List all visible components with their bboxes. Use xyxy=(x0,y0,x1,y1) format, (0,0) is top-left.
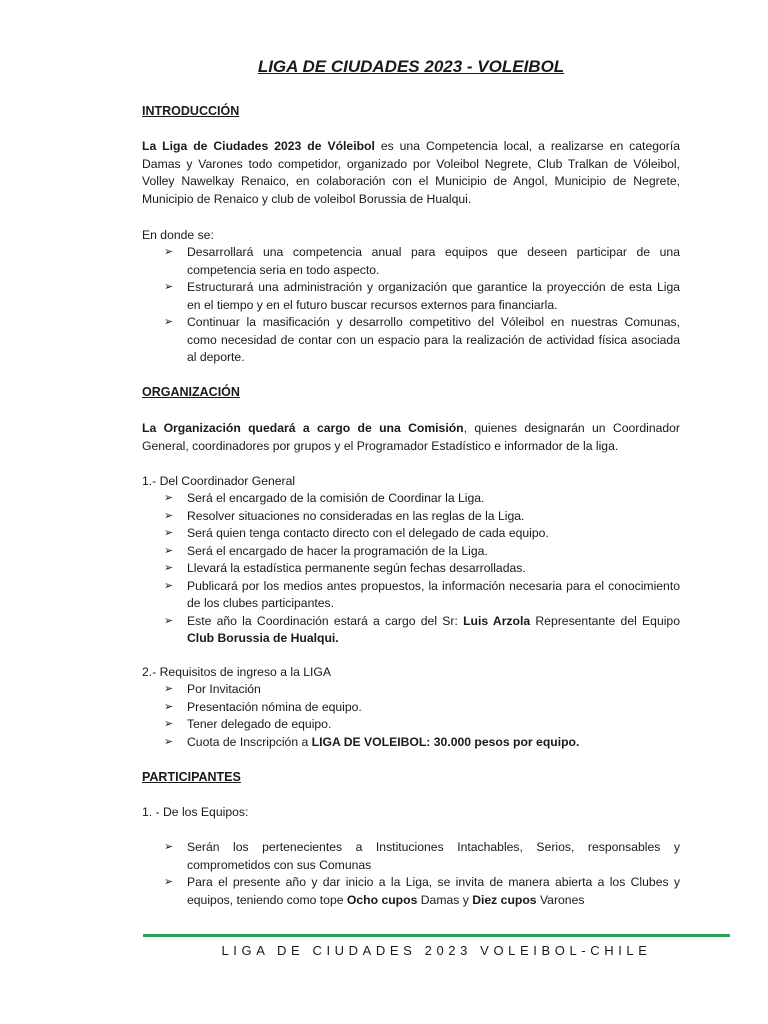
participantes-bullet-list xyxy=(142,839,680,909)
arrow-bullet-icon: ➢ xyxy=(164,544,174,557)
requisitos-title: 2.- Requisitos de ingreso a la LIGA xyxy=(142,665,332,679)
introduccion-lead-text: es una Competencia local, a realizarse en categoría Damas y Varones todo competidor, organizado por Voleibol Negrete, Club Tralkan de Vóleibol, Volley Nawelkay Renaico, en colaboración con el Municipio de Angol, Municipio de Negrete, Municipio de Renaico y club de voleibol Borussia de Hualqui. xyxy=(142,139,680,206)
arrow-bullet-icon: ➢ xyxy=(164,614,174,627)
arrow-bullet-icon: ➢ xyxy=(164,683,174,695)
list-item: ➢ Presentación nómina de equipo. xyxy=(142,699,680,717)
en-donde-label: En donde se: xyxy=(142,228,214,242)
list-item: ➢ Será el encargado de la comisión de Coordinar la Liga. xyxy=(142,490,680,508)
document-title: LIGA DE CIUDADES 2023 - VOLEIBOL xyxy=(257,57,565,76)
section-heading-organizacion: ORGANIZACIÓN xyxy=(142,385,240,399)
introduccion-bullet-list xyxy=(142,244,680,367)
list-item: ➢ Estructurará una administración y organización que garantice la proyección de esta Liga en el tiempo y en el futuro buscar recursos externos para financiarla. xyxy=(164,280,680,312)
list-item: ➢ Cuota de Inscripción a LIGA DE VOLEIBOL: 30.000 pesos por equipo. xyxy=(142,734,680,752)
list-item: ➢ Serán los pertenecientes a Instituciones Intachables, Serios, responsables y comprometidos con sus Comunas xyxy=(164,840,680,872)
list-item: ➢ Continuar la masificación y desarrollo competitivo del Vóleibol en nuestras Comunas, como necesidad de contar con un espacio para la realización de actividad física asociada al deporte. xyxy=(164,315,680,364)
list-item: ➢ Resolver situaciones no consideradas en las reglas de la Liga. xyxy=(142,508,680,526)
introduccion-paragraph xyxy=(142,138,680,208)
organizacion-lead-bold: La Organización quedará a cargo de una Comisión xyxy=(142,421,464,435)
list-item: ➢ Publicará por los medios antes propuestos, la información necesaria para el conocimiento de los clubes participantes. xyxy=(164,578,680,610)
arrow-bullet-icon: ➢ xyxy=(164,246,174,258)
arrow-bullet-icon: ➢ xyxy=(164,841,174,853)
list-item: ➢ Tener delegado de equipo. xyxy=(142,716,680,734)
arrow-bullet-icon: ➢ xyxy=(164,579,174,592)
arrow-bullet-icon: ➢ xyxy=(164,876,174,888)
coordinador-bullet-list xyxy=(142,490,680,648)
list-item: ➢ Desarrollará una competencia anual para equipos que deseen participar de una competencia seria en todo aspecto. xyxy=(164,245,680,277)
list-item: ➢ Será el encargado de hacer la programación de la Liga. xyxy=(142,543,680,561)
arrow-bullet-icon: ➢ xyxy=(164,316,174,328)
equipos-title: 1. - De los Equipos: xyxy=(142,805,249,819)
arrow-bullet-icon: ➢ xyxy=(164,562,174,574)
arrow-bullet-icon: ➢ xyxy=(164,281,174,293)
requisitos-bullet-list xyxy=(142,681,680,751)
coordinador-title: 1.- Del Coordinador General xyxy=(142,474,296,488)
arrow-bullet-icon: ➢ xyxy=(164,527,174,539)
list-item: ➢ Para el presente año y dar inicio a la Liga, se invita de manera abierta a los Clubes y equipos, teniendo como tope Ocho cupos Damas y Diez cupos Varones xyxy=(164,875,680,907)
section-heading-introduccion: INTRODUCCIÓN xyxy=(142,104,240,118)
footer-divider xyxy=(143,934,730,937)
arrow-bullet-icon: ➢ xyxy=(164,718,174,730)
organizacion-lead-text: , quienes designarán un Coordinador General, coordinadores por grupos y el Programador Estadístico e informador de la liga. xyxy=(142,421,680,453)
list-item: ➢ Será quien tenga contacto directo con el delegado de cada equipo. xyxy=(142,525,680,543)
arrow-bullet-icon: ➢ xyxy=(164,700,174,713)
organizacion-paragraph xyxy=(142,420,680,455)
list-item: ➢ Por Invitación xyxy=(142,681,680,699)
list-item: ➢ Este año la Coordinación estará a cargo del Sr: Luis Arzola Representante del Equipo Club Borussia de Hualqui. xyxy=(164,613,680,645)
arrow-bullet-icon: ➢ xyxy=(164,509,174,522)
arrow-bullet-icon: ➢ xyxy=(164,735,174,748)
introduccion-lead-bold: La Liga de Ciudades 2023 de Vóleibol xyxy=(142,139,375,153)
list-item: ➢ Llevará la estadística permanente según fechas desarrolladas. xyxy=(142,560,680,578)
section-heading-participantes: PARTICIPANTES xyxy=(142,770,241,784)
footer-text: LIGA DE CIUDADES 2023 VOLEIBOL-CHILE xyxy=(221,943,652,958)
arrow-bullet-icon: ➢ xyxy=(164,492,174,504)
